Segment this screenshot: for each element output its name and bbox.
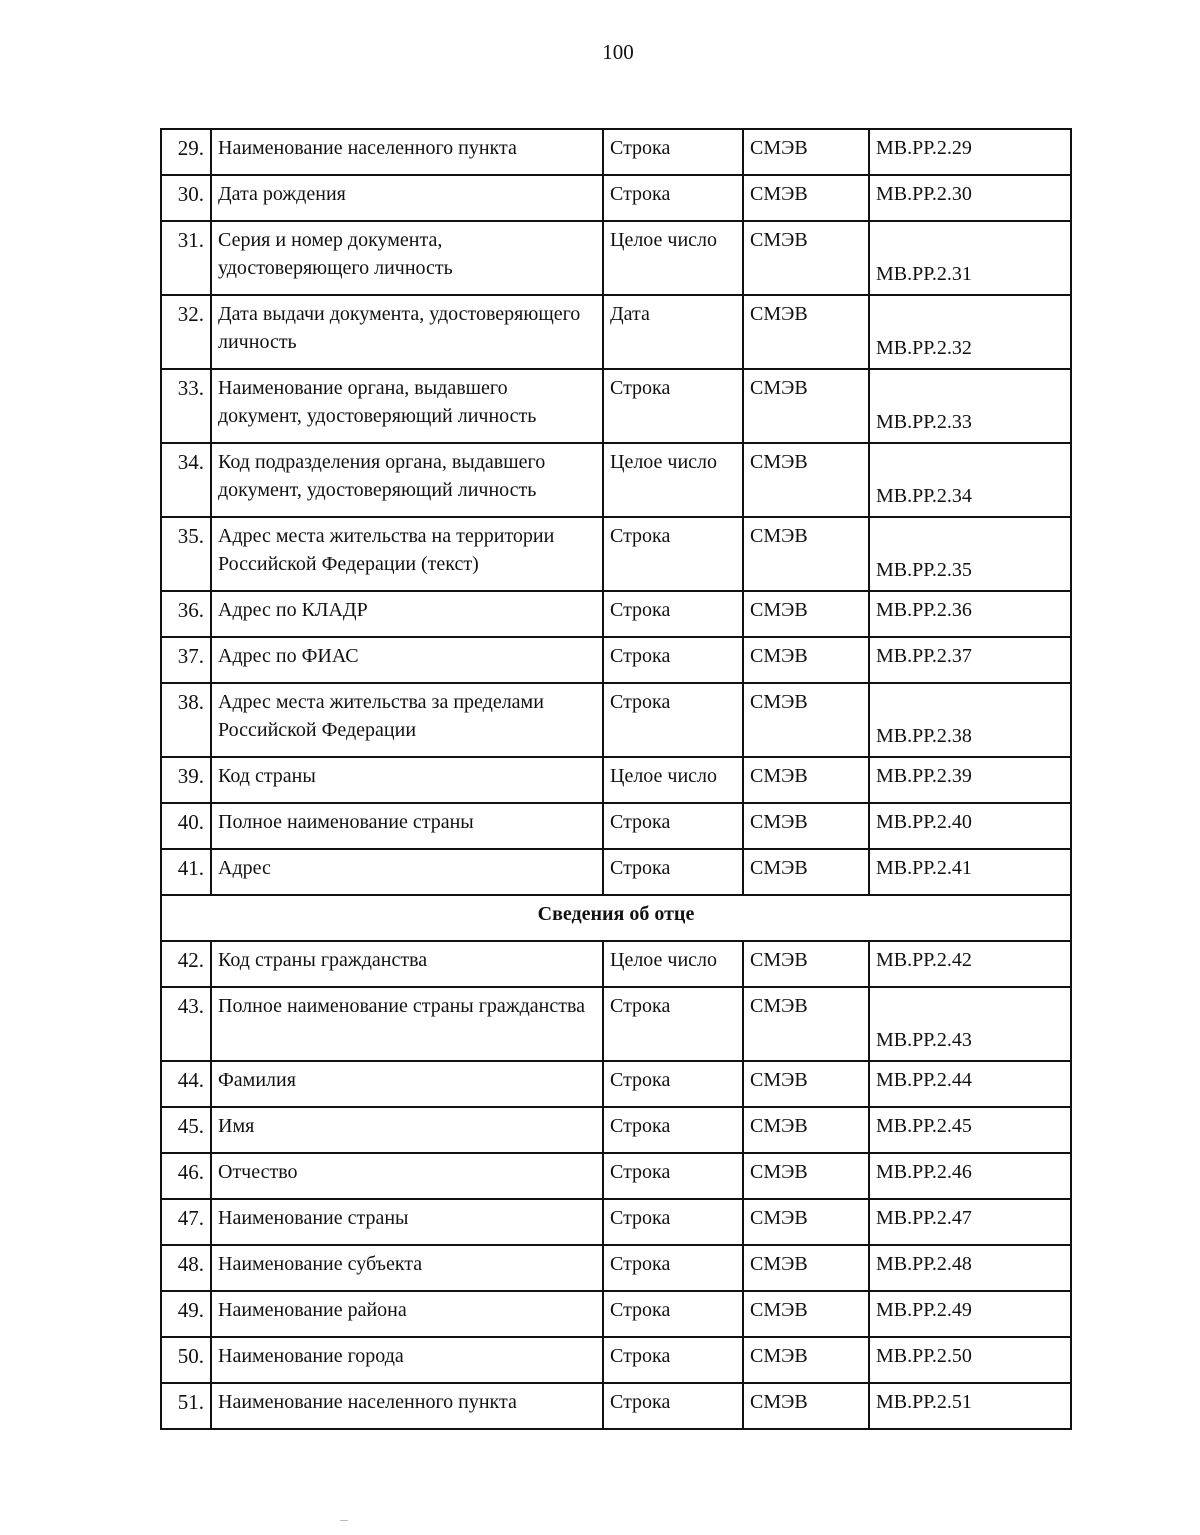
row-code: МВ.РР.2.46 [869,1153,1071,1199]
table-row [161,1107,1071,1153]
table-row [161,1245,1071,1291]
row-type: Строка [603,1199,743,1245]
table-row [161,1337,1071,1383]
row-type: Строка [603,987,743,1061]
row-type: Строка [603,1061,743,1107]
row-type: Строка [603,683,743,757]
row-code: МВ.РР.2.42 [869,941,1071,987]
row-number: 30. [161,175,211,221]
row-name: Адрес места жительства на территории Российской Федерации (текст) [211,517,603,591]
row-source: СМЭВ [743,637,869,683]
table-row [161,129,1071,175]
row-number: 36. [161,591,211,637]
row-number: 32. [161,295,211,369]
row-code: МВ.РР.2.38 [869,683,1071,757]
row-type: Строка [603,591,743,637]
row-type: Целое число [603,757,743,803]
row-number: 44. [161,1061,211,1107]
section-title: Сведения об отце [161,895,1071,941]
row-name: Код страны гражданства [211,941,603,987]
table-row [161,637,1071,683]
row-code: МВ.РР.2.49 [869,1291,1071,1337]
row-source: СМЭВ [743,803,869,849]
row-number: 41. [161,849,211,895]
row-code: МВ.РР.2.32 [869,295,1071,369]
row-name: Отчество [211,1153,603,1199]
row-source: СМЭВ [743,369,869,443]
row-code: МВ.РР.2.47 [869,1199,1071,1245]
section-header-row [161,895,1071,941]
row-code: МВ.РР.2.41 [869,849,1071,895]
row-number: 34. [161,443,211,517]
row-name: Наименование населенного пункта [211,1383,603,1429]
row-name: Наименование города [211,1337,603,1383]
row-code: МВ.РР.2.31 [869,221,1071,295]
row-name: Фамилия [211,1061,603,1107]
row-type: Целое число [603,443,743,517]
row-source: СМЭВ [743,757,869,803]
row-type: Строка [603,1153,743,1199]
row-source: СМЭВ [743,175,869,221]
row-type: Строка [603,1383,743,1429]
row-source: СМЭВ [743,1199,869,1245]
row-number: 37. [161,637,211,683]
row-number: 33. [161,369,211,443]
table-row [161,1153,1071,1199]
row-code: МВ.РР.2.39 [869,757,1071,803]
row-type: Строка [603,1337,743,1383]
row-code: МВ.РР.2.40 [869,803,1071,849]
row-name: Имя [211,1107,603,1153]
row-source: СМЭВ [743,1107,869,1153]
row-source: СМЭВ [743,1061,869,1107]
row-type: Целое число [603,221,743,295]
row-type: Строка [603,1107,743,1153]
row-number: 42. [161,941,211,987]
row-number: 43. [161,987,211,1061]
table-row [161,1199,1071,1245]
row-name: Код страны [211,757,603,803]
row-type: Целое число [603,941,743,987]
row-name: Код подразделения органа, выдавшего документ, удостоверяющий личность [211,443,603,517]
row-code: МВ.РР.2.37 [869,637,1071,683]
table-row [161,757,1071,803]
row-source: СМЭВ [743,1291,869,1337]
row-name: Наименование населенного пункта [211,129,603,175]
table-row [161,443,1071,517]
row-name: Наименование субъекта [211,1245,603,1291]
row-name: Адрес по ФИАС [211,637,603,683]
row-number: 49. [161,1291,211,1337]
table-row [161,591,1071,637]
row-code: МВ.РР.2.51 [869,1383,1071,1429]
row-number: 45. [161,1107,211,1153]
row-source: СМЭВ [743,443,869,517]
row-source: СМЭВ [743,1153,869,1199]
row-source: СМЭВ [743,129,869,175]
table-row [161,1291,1071,1337]
row-source: СМЭВ [743,987,869,1061]
table-section [161,895,1071,941]
row-name: Серия и номер документа, удостоверяющего личность [211,221,603,295]
page-number: 100 [602,40,634,64]
row-name: Дата выдачи документа, удостоверяющего личность [211,295,603,369]
row-code: МВ.РР.2.33 [869,369,1071,443]
row-type: Дата [603,295,743,369]
table-row [161,1061,1071,1107]
row-type: Строка [603,369,743,443]
row-code: МВ.РР.2.36 [869,591,1071,637]
row-number: 38. [161,683,211,757]
row-number: 47. [161,1199,211,1245]
table-row [161,1383,1071,1429]
row-type: Строка [603,849,743,895]
row-source: СМЭВ [743,683,869,757]
row-name: Наименование района [211,1291,603,1337]
row-code: МВ.РР.2.45 [869,1107,1071,1153]
row-code: МВ.РР.2.30 [869,175,1071,221]
row-name: Полное наименование страны [211,803,603,849]
table-row [161,175,1071,221]
table-body-upper [161,129,1071,895]
row-name: Дата рождения [211,175,603,221]
row-name: Адрес по КЛАДР [211,591,603,637]
row-source: СМЭВ [743,1337,869,1383]
row-number: 40. [161,803,211,849]
row-name: Наименование страны [211,1199,603,1245]
table-row [161,295,1071,369]
row-code: МВ.РР.2.44 [869,1061,1071,1107]
scan-artifact [340,1520,348,1521]
row-number: 48. [161,1245,211,1291]
row-number: 31. [161,221,211,295]
row-name: Наименование органа, выдавшего документ, удостоверяющий личность [211,369,603,443]
attributes-table [160,128,1072,1430]
row-type: Строка [603,129,743,175]
row-code: МВ.РР.2.34 [869,443,1071,517]
row-source: СМЭВ [743,941,869,987]
row-number: 35. [161,517,211,591]
table-row [161,369,1071,443]
table-row [161,803,1071,849]
row-source: СМЭВ [743,849,869,895]
row-type: Строка [603,803,743,849]
row-type: Строка [603,175,743,221]
row-number: 51. [161,1383,211,1429]
row-type: Строка [603,637,743,683]
row-number: 39. [161,757,211,803]
table-row [161,941,1071,987]
row-source: СМЭВ [743,517,869,591]
row-code: МВ.РР.2.29 [869,129,1071,175]
row-source: СМЭВ [743,591,869,637]
row-type: Строка [603,517,743,591]
row-source: СМЭВ [743,1245,869,1291]
row-name: Адрес места жительства за пределами Российской Федерации [211,683,603,757]
row-name: Адрес [211,849,603,895]
table-row [161,987,1071,1061]
row-code: МВ.РР.2.43 [869,987,1071,1061]
row-type: Строка [603,1291,743,1337]
row-number: 46. [161,1153,211,1199]
row-source: СМЭВ [743,295,869,369]
row-code: МВ.РР.2.48 [869,1245,1071,1291]
table-row [161,683,1071,757]
row-number: 29. [161,129,211,175]
row-type: Строка [603,1245,743,1291]
row-number: 50. [161,1337,211,1383]
row-source: СМЭВ [743,221,869,295]
table-body-lower [161,941,1071,1429]
row-name: Полное наименование страны гражданства [211,987,603,1061]
row-source: СМЭВ [743,1383,869,1429]
table-row [161,849,1071,895]
table-row [161,221,1071,295]
row-code: МВ.РР.2.35 [869,517,1071,591]
row-code: МВ.РР.2.50 [869,1337,1071,1383]
table-row [161,517,1071,591]
